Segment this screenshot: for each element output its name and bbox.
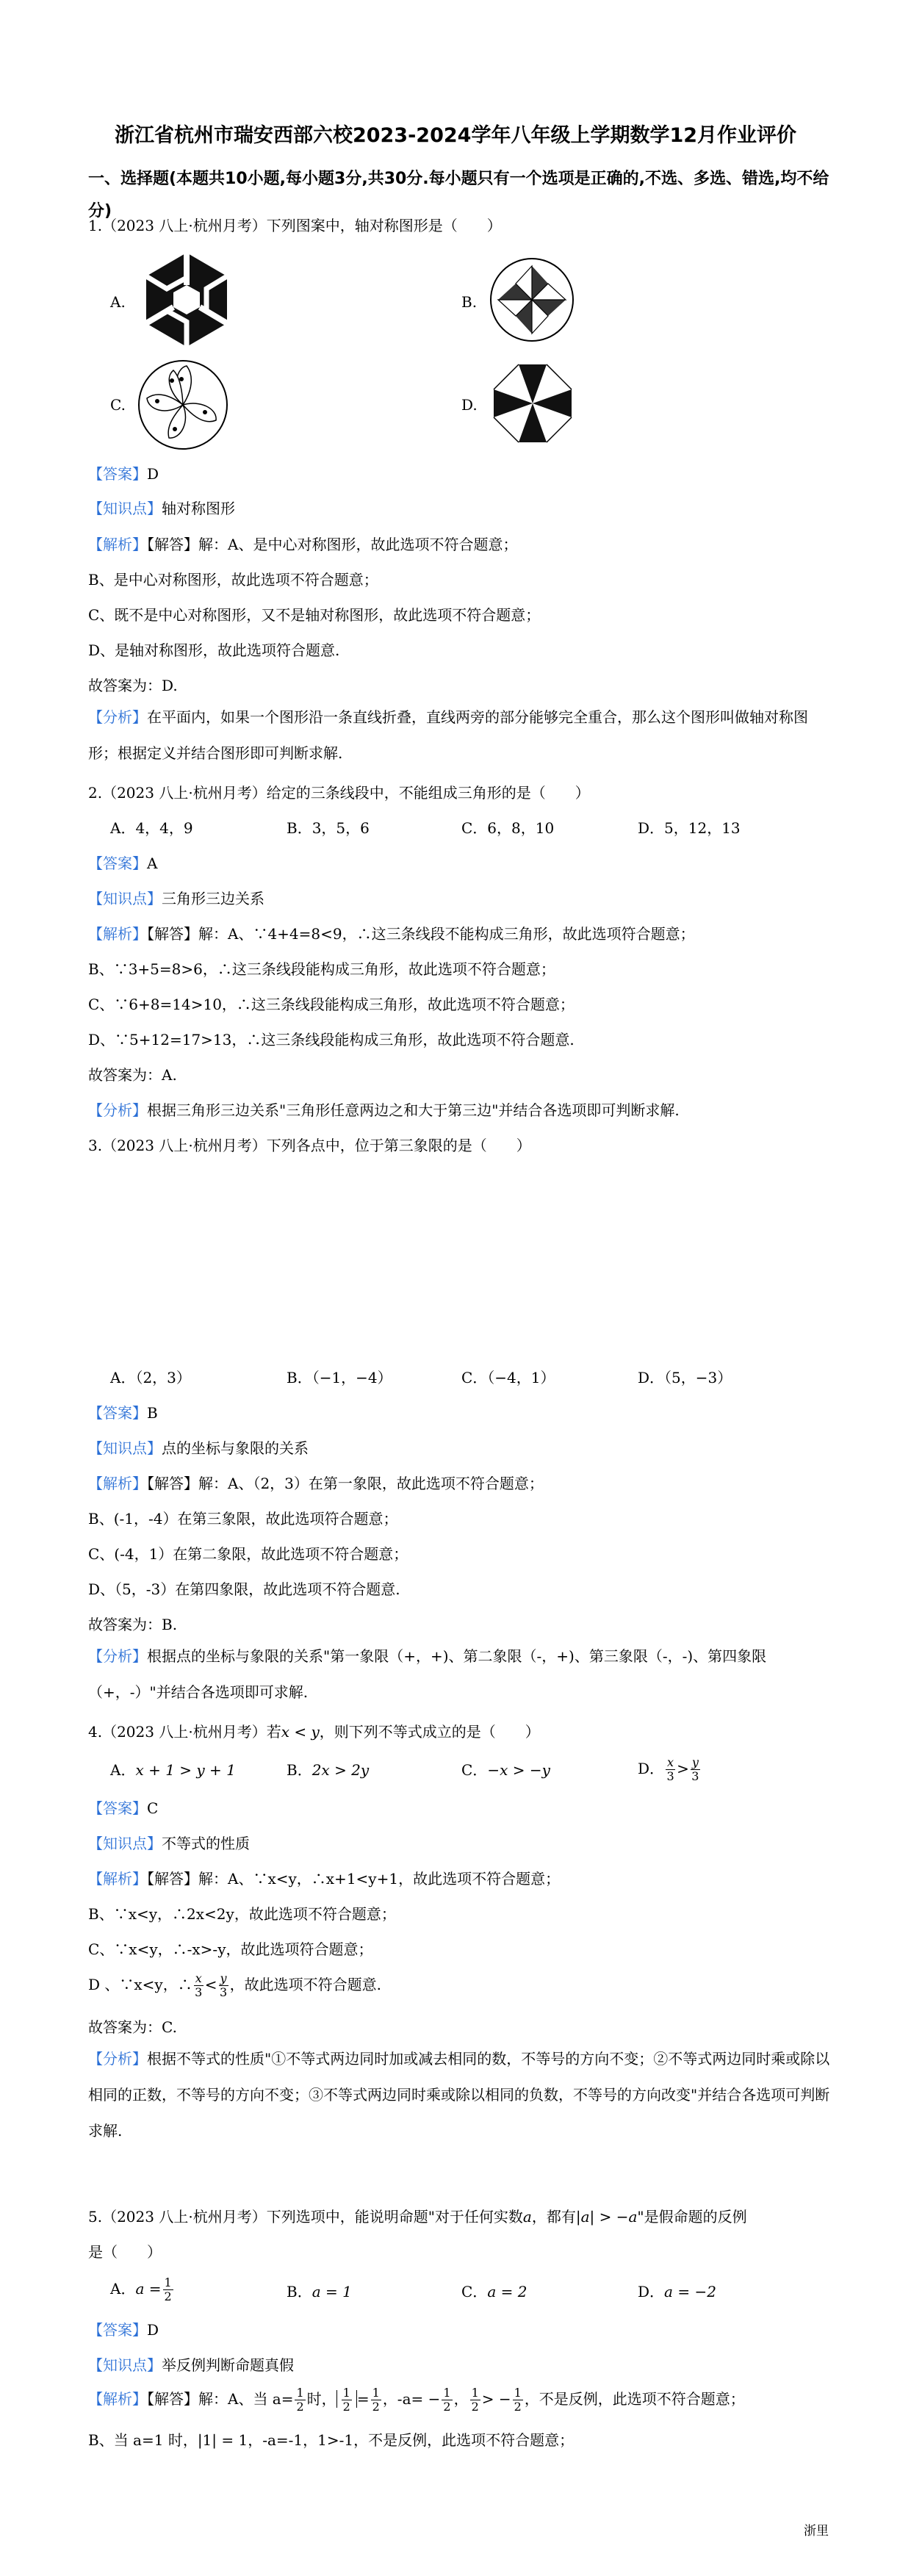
q3-answer: 【答案】B xyxy=(88,1404,158,1422)
q1-analysis-line-4: D、是轴对称图形，故此选项符合题意. xyxy=(88,641,340,659)
answer-tag: 【答案】 xyxy=(88,465,147,483)
q5-option-b: B．a = 1 xyxy=(287,2283,352,2300)
q4-fenxi: 【分析】根据不等式的性质"①不等式两边同时加或减去相同的数，不等号的方向不变；②不等式两边同时乘或除以相同的正数，不等号的方向不变；③不等式两边同时乘或除以相同的负数，不等号的方向改变"并结合各选项可判断求解. xyxy=(88,2050,830,2140)
page-footer: 浙里 xyxy=(804,2524,829,2539)
q3-option-d: D．（5，−3） xyxy=(638,1369,732,1386)
q5-option-a: A．a = $\frac{1}{2}$ xyxy=(110,2275,172,2303)
q3-stem: 3.（2023 八上·杭州月考）下列各点中，位于第三象限的是（ ） xyxy=(88,1137,531,1154)
q1-conclusion: 故答案为：D. xyxy=(88,677,178,694)
q1-knowledge: 【知识点】轴对称图形 xyxy=(88,500,235,517)
q1-stem: 1.（2023 八上·杭州月考）下列图案中，轴对称图形是（ ） xyxy=(88,217,502,234)
q1-fenxi: 【分析】在平面内，如果一个图形沿一条直线折叠，直线两旁的部分能够完全重合，那么这个图形叫做轴对称图形；根据定义并结合图形即可判断求解. xyxy=(88,708,808,762)
q3-analysis-line-4: D、（5，-3）在第四象限，故此选项不符合题意. xyxy=(88,1580,400,1598)
fraction: $\frac{1}{2}$ xyxy=(443,2386,451,2414)
q3-analysis-line-1: 【解析】【解答】解：A、（2，3）在第一象限，故此选项不符合题意； xyxy=(88,1475,544,1492)
fraction: $\frac{1}{2}$ xyxy=(372,2386,380,2414)
q5-option-c: C．a = 2 xyxy=(461,2283,527,2300)
knowledge-tag: 【知识点】 xyxy=(88,500,162,517)
q2-analysis-line-2: B、∵3+5=8>6，∴这三条线段能构成三角形，故此选项不符合题意； xyxy=(88,960,555,978)
q4-analysis-line-1: 【解析】【解答】解：A、∵x<y，∴x+1<y+1，故此选项不符合题意； xyxy=(88,1870,561,1888)
q2-option-c: C．6，8，10 xyxy=(461,819,555,837)
q2-option-d: D．5，12，13 xyxy=(638,819,741,837)
q1-option-d-label: D. xyxy=(461,396,478,414)
fraction: $\frac{1}{2}$ xyxy=(164,2275,172,2303)
fraction: $\frac{x}{3}$ xyxy=(195,1971,203,1999)
section-header: 一、选择题(本题共10小题,每小题3分,共30分.每小题只有一个选项是正确的,不选、多选、错选,均不给分) xyxy=(88,170,829,220)
document-title: 浙江省杭州市瑞安西部六校2023-2024学年八年级上学期数学12月作业评价 xyxy=(114,124,797,147)
q2-option-b: B．3，5，6 xyxy=(287,819,370,837)
q2-analysis-line-1: 【解析】【解答】解：A、∵4+4=8<9，∴这三条线段不能构成三角形，故此选项符合题意； xyxy=(88,925,695,943)
q5-analysis-line-1: 【解析】【解答】解：A、当 a= $\frac{1}{2}$ 时， $\frac{1}{2}$ = $\frac{1}{2}$ ，-a= − $\frac{1}{2}$ ， $\frac{1}{2}$ > − $\frac{1}{2}$ ，不是反例，此选项不符合题意； xyxy=(88,2386,745,2414)
q4-analysis-line-4: D 、∵x<y，∴ $\frac{x}{3}$ < $\frac{y}{3}$ ，故此选项不符合题意. xyxy=(88,1971,381,1999)
q1-figure-a-hexagon-icon xyxy=(135,248,238,351)
fraction: $\frac{x}{3}$ xyxy=(666,1755,674,1783)
fraction: $\frac{y}{3}$ xyxy=(219,1971,228,1999)
q2-answer: 【答案】A xyxy=(88,855,158,872)
q4-option-a: A．x + 1 > y + 1 xyxy=(110,1761,236,1779)
q4-answer: 【答案】C xyxy=(88,1799,159,1817)
q2-analysis-line-4: D、∵5+12=17>13，∴这三条线段能构成三角形，故此选项不符合题意. xyxy=(88,1031,575,1048)
q2-knowledge: 【知识点】三角形三边关系 xyxy=(88,890,264,907)
q1-figure-b-pinwheel-icon xyxy=(488,256,576,344)
q3-option-b: B．（−1，−4） xyxy=(287,1369,392,1386)
q2-option-a: A．4，4，9 xyxy=(110,819,193,837)
q4-option-c: C．−x > −y xyxy=(461,1761,550,1779)
fraction: $\frac{1}{2}$ xyxy=(296,2386,304,2414)
q1-analysis-line-1: 【解析】【解答】解：A、是中心对称图形，故此选项不符合题意； xyxy=(88,536,518,553)
q3-conclusion: 故答案为：B. xyxy=(88,1616,178,1633)
q3-knowledge: 【知识点】点的坐标与象限的关系 xyxy=(88,1439,309,1457)
q3-option-a: A．（2，3） xyxy=(110,1369,191,1386)
q1-figure-d-shuriken-icon xyxy=(489,360,576,447)
q2-fenxi: 【分析】根据三角形三边关系"三角形任意两边之和大于第三边"并结合各选项即可判断求解. xyxy=(88,1101,680,1119)
q4-option-b: B．2x > 2y xyxy=(287,1761,370,1779)
fraction: $\frac{1}{2}$ xyxy=(342,2386,350,2414)
q1-option-c-label: C. xyxy=(110,396,126,414)
absolute-value xyxy=(336,2386,357,2414)
q2-analysis-line-3: C、∵6+8=14>10，∴这三条线段能构成三角形，故此选项不符合题意； xyxy=(88,996,575,1013)
q3-fenxi: 【分析】根据点的坐标与象限的关系"第一象限（+，+)、第二象限（-，+)、第三象限（-，-)、第四象限（+，-）"并结合各选项即可求解. xyxy=(88,1647,767,1701)
q5-knowledge: 【知识点】举反例判断命题真假 xyxy=(88,2356,294,2374)
q1-figure-c-bauhinia-icon xyxy=(135,357,231,453)
q4-knowledge: 【知识点】不等式的性质 xyxy=(88,1835,250,1852)
q4-analysis-line-2: B、∵x<y，∴2x<2y，故此选项不符合题意； xyxy=(88,1905,396,1923)
q1-analysis-line-2: B、是中心对称图形，故此选项不符合题意； xyxy=(88,571,378,589)
q1-analysis-line-3: C、既不是中心对称图形，又不是轴对称图形，故此选项不符合题意； xyxy=(88,606,541,624)
q4-option-d: D． $\frac{x}{3}$ > $\frac{y}{3}$ xyxy=(638,1755,699,1783)
q5-stem-line-2: 是（ ） xyxy=(88,2243,162,2261)
q4-analysis-line-3: C、∵x<y，∴-x>-y，故此选项符合题意； xyxy=(88,1940,373,1958)
q1-option-b-label: B. xyxy=(461,293,478,311)
q4-conclusion: 故答案为：C. xyxy=(88,2018,177,2036)
q1-answer: 【答案】D xyxy=(88,465,159,483)
q4-stem: 4.（2023 八上·杭州月考）若x < y，则下列不等式成立的是（ ） xyxy=(88,1723,540,1741)
q5-answer: 【答案】D xyxy=(88,2321,159,2339)
q5-option-d: D．a = −2 xyxy=(638,2283,716,2300)
q2-conclusion: 故答案为：A. xyxy=(88,1066,177,1084)
q2-stem: 2.（2023 八上·杭州月考）给定的三条线段中，不能组成三角形的是（ ） xyxy=(88,784,590,802)
q1-option-a-label: A. xyxy=(110,293,126,311)
q5-analysis-line-2: B、当 a=1 时，|1| = 1，-a=-1，1>-1，不是反例，此选项不符合题意； xyxy=(88,2431,575,2449)
fraction: $\frac{1}{2}$ xyxy=(471,2386,479,2414)
q3-analysis-line-3: C、(-4，1）在第二象限，故此选项不符合题意； xyxy=(88,1545,408,1563)
fraction: $\frac{y}{3}$ xyxy=(691,1755,699,1783)
q3-analysis-line-2: B、(-1，-4）在第三象限，故此选项符合题意； xyxy=(88,1510,398,1528)
fraction: $\frac{1}{2}$ xyxy=(514,2386,522,2414)
q5-stem-line-1: 5.（2023 八上·杭州月考）下列选项中，能说明命题"对于任何实数a，都有|a| > −a"是假命题的反例 xyxy=(88,2208,747,2226)
q3-option-c: C．（−4，1） xyxy=(461,1369,555,1386)
